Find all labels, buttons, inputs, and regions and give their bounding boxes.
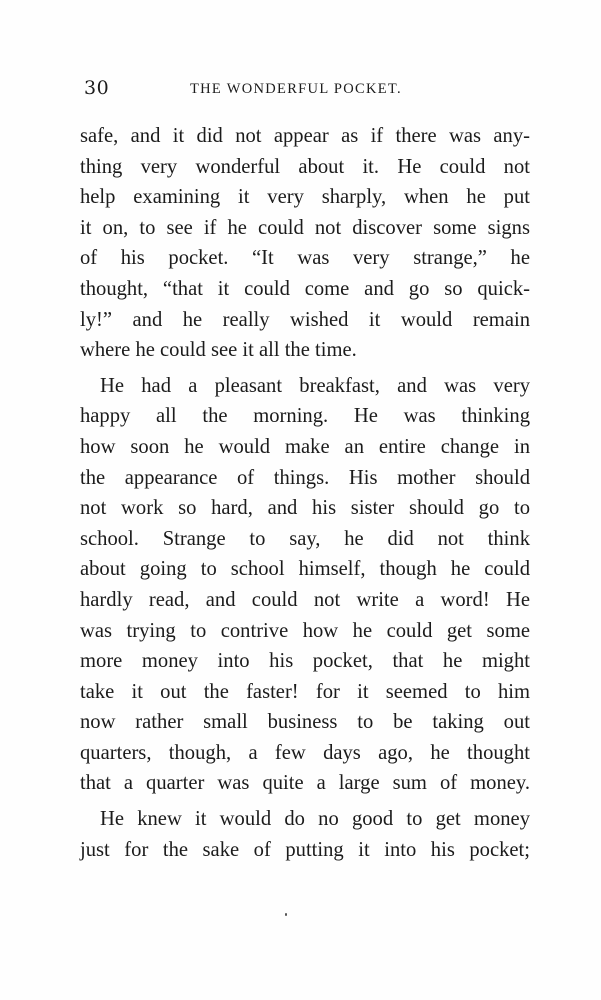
text-line: safe, and it did not appear as if there was any-: [80, 125, 530, 147]
text-line: of his pocket. “It was very strange,” he: [80, 247, 530, 270]
text-line: happy all the morning. He was thinking: [80, 405, 530, 428]
text-line: how soon he would make an entire change in: [80, 435, 530, 458]
text-line: about going to school himself, though he could: [80, 558, 530, 581]
paragraph: [80, 804, 530, 865]
print-speck: [285, 913, 287, 916]
text-line: that a quarter was quite a large sum of money.: [80, 772, 530, 795]
text-line: more money into his pocket, that he might: [80, 650, 530, 673]
text-line: He knew it would do no good to get money: [100, 808, 530, 831]
text-line: thing very wonderful about it. He could not: [80, 155, 530, 178]
text-line: ly!” and he really wished it would remain: [80, 308, 530, 331]
text-line: take it out the faster! for it seemed to him: [80, 680, 530, 703]
body-text: [80, 121, 530, 865]
page-number: 30: [84, 77, 110, 99]
running-head: [84, 76, 534, 100]
paragraph: [80, 371, 530, 799]
text-line: hardly read, and could not write a word! He: [80, 588, 530, 611]
text-line: just for the sake of putting it into his pocket;: [80, 838, 530, 861]
text-line: not work so hard, and his sister should go to: [80, 497, 530, 520]
text-line: where he could see it all the time.: [80, 339, 357, 362]
text-line: quarters, though, a few days ago, he thought: [80, 741, 530, 764]
text-line: it on, to see if he could not discover some signs: [80, 216, 530, 239]
text-line: now rather small business to be taking out: [80, 711, 530, 734]
text-line: He had a pleasant breakfast, and was very: [100, 374, 530, 397]
text-line: thought, “that it could come and go so quick-: [80, 277, 530, 300]
text-line: the appearance of things. His mother should: [80, 466, 530, 489]
text-line: was trying to contrive how he could get some: [80, 619, 530, 642]
running-title: THE WONDERFUL POCKET.: [190, 81, 402, 97]
text-line: school. Strange to say, he did not think: [80, 527, 530, 550]
paragraph: [80, 121, 530, 366]
text-line: help examining it very sharply, when he put: [80, 186, 530, 209]
